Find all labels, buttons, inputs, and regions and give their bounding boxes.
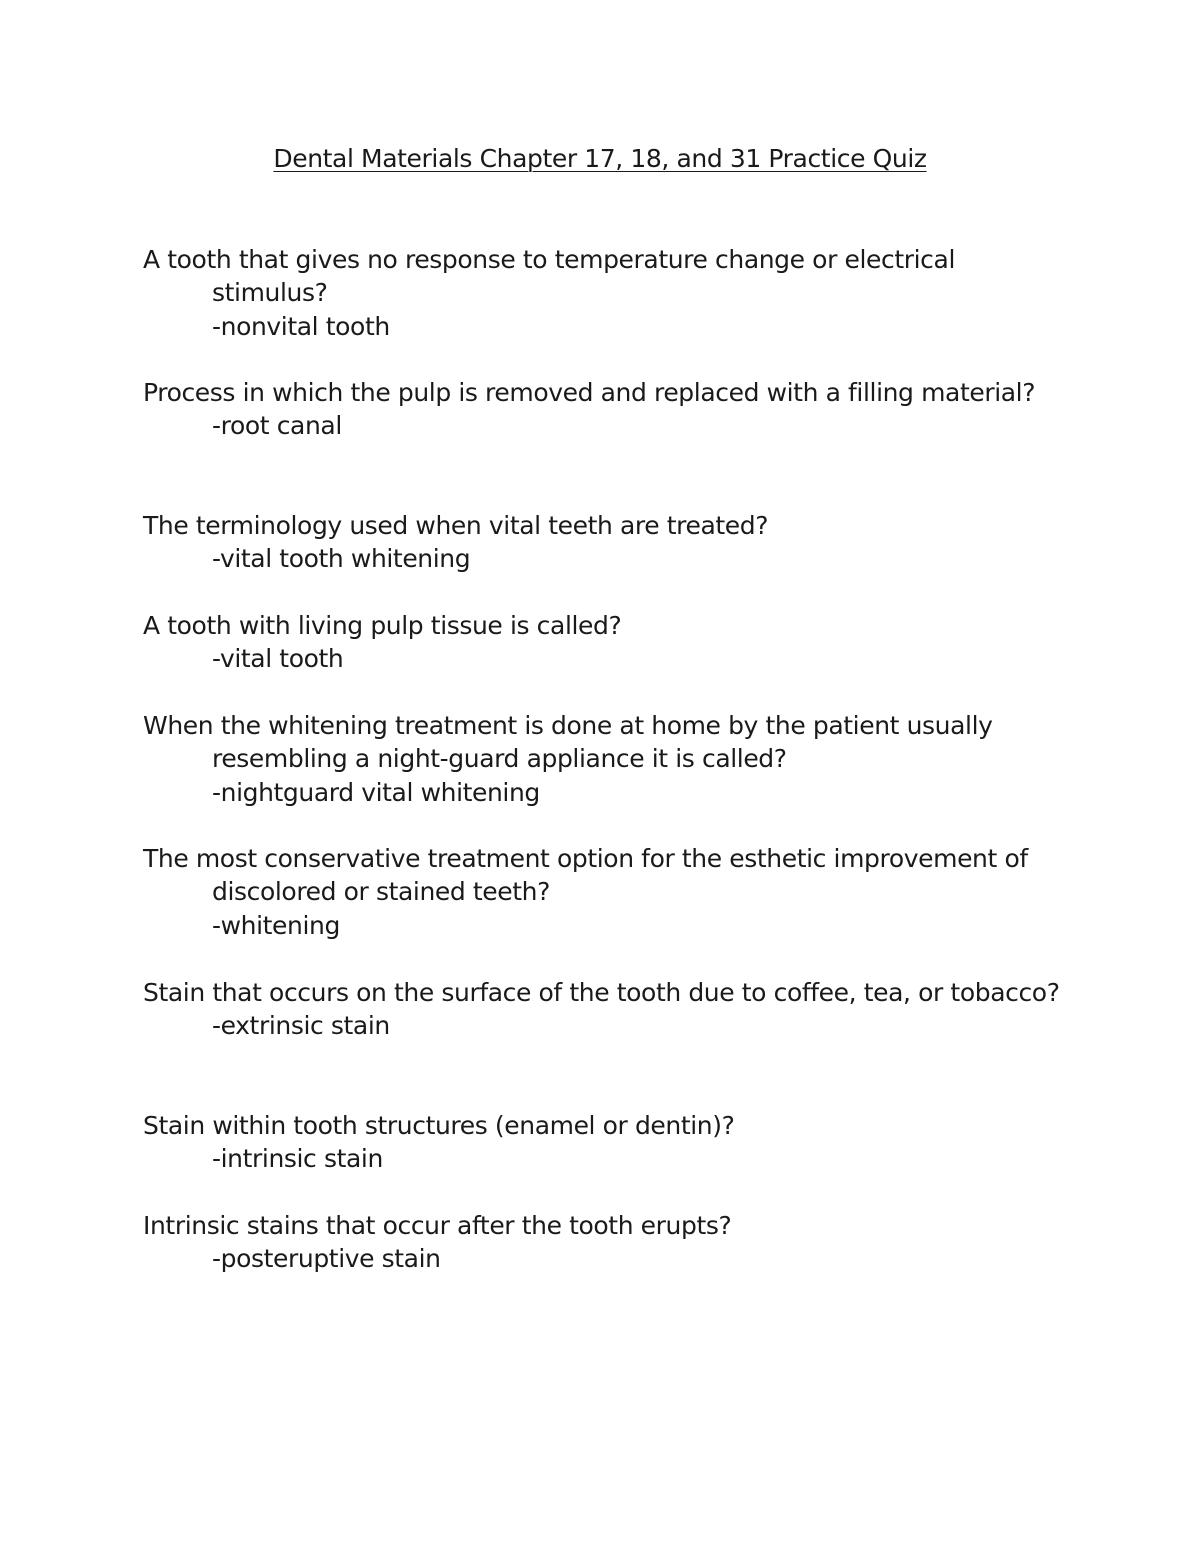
qa-item-3 <box>143 509 1063 576</box>
answer-text: -extrinsic stain <box>212 1011 390 1041</box>
answer-text: -nightguard vital whitening <box>212 777 540 807</box>
answer-text: -nonvital tooth <box>212 311 390 341</box>
question-text: A tooth with living pulp tissue is called? <box>143 611 622 640</box>
answer-text: -intrinsic stain <box>212 1144 383 1174</box>
qa-item-2 <box>143 376 1063 443</box>
question-text: Stain that occurs on the surface of the tooth due to coffee, tea, or tobacco? <box>143 978 1060 1007</box>
answer-text: -root canal <box>212 411 342 441</box>
question-text: The terminology used when vital teeth are treated? <box>143 511 769 540</box>
qa-item-4 <box>143 609 1063 676</box>
question-text: A tooth that gives no response to temperature change or electrical stimulus? <box>143 245 955 308</box>
page-title: Dental Materials Chapter 17, 18, and 31 Practice Quiz <box>273 144 927 173</box>
qa-item-9 <box>143 1209 1063 1276</box>
question-text: Process in which the pulp is removed and replaced with a filling material? <box>143 378 1036 407</box>
answer-text: -vital tooth <box>212 644 344 674</box>
question-text: The most conservative treatment option for the esthetic improvement of discolored or stained teeth? <box>143 844 1028 907</box>
question-text: Intrinsic stains that occur after the tooth erupts? <box>143 1211 732 1240</box>
qa-item-8 <box>143 1109 1063 1176</box>
answer-text: -posteruptive stain <box>212 1244 441 1274</box>
answer-text: -whitening <box>212 910 340 940</box>
question-text: Stain within tooth structures (enamel or dentin)? <box>143 1111 735 1140</box>
question-text: When the whitening treatment is done at home by the patient usually resembling a night-guard appliance it is called? <box>143 711 993 774</box>
qa-item-5 <box>143 709 1063 809</box>
qa-item-7 <box>143 976 1063 1043</box>
qa-item-1 <box>143 243 1063 343</box>
answer-text: -vital tooth whitening <box>212 544 471 574</box>
qa-item-6 <box>143 842 1063 942</box>
